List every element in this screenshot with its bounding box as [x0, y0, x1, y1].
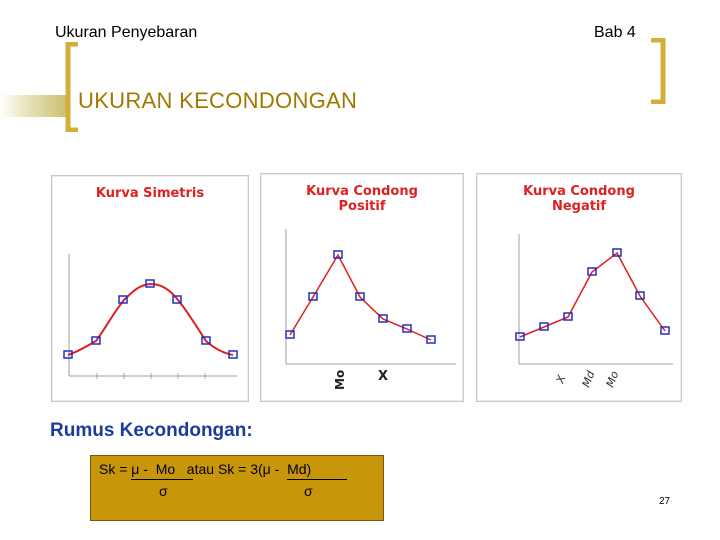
left-bracket	[62, 42, 82, 132]
symmetric-curve-panel	[51, 175, 249, 402]
fraction-bar-right	[287, 479, 347, 480]
header-chapter-number: Bab 4	[594, 24, 636, 41]
curve-line	[290, 255, 431, 340]
negative-skew-panel	[476, 173, 682, 402]
fraction-bar-left	[131, 479, 193, 480]
title-accent-bar	[0, 95, 70, 117]
formula-heading: Rumus Kecondongan:	[50, 420, 253, 441]
formula-line: Sk = μ - Mo atau Sk = 3(μ - Md)	[99, 461, 312, 477]
axis-label-mo: Mo	[603, 369, 622, 390]
data-markers	[516, 249, 669, 340]
axis-label-md: Md	[579, 369, 598, 390]
page-number: 27	[659, 496, 671, 507]
panel-title: Kurva Condong Positif	[306, 184, 418, 214]
positive-skew-plot	[261, 174, 463, 401]
right-bracket	[649, 38, 669, 104]
symmetric-curve-plot	[52, 176, 248, 401]
sigma-right: σ	[304, 483, 313, 499]
formula-box	[90, 455, 384, 521]
axis-label-mo: Mo	[333, 369, 347, 390]
axis-label-x: X	[378, 369, 389, 384]
axis-label-x: X	[553, 373, 569, 386]
panel-title: Kurva Simetris	[95, 186, 205, 201]
negative-skew-plot	[477, 174, 681, 401]
positive-skew-panel	[260, 173, 464, 402]
sigma-left: σ	[159, 483, 168, 499]
slide-title: UKURAN KECONDONGAN	[78, 88, 358, 113]
panel-title: Kurva Condong Negatif	[523, 184, 635, 214]
header-chapter-topic: Ukuran Penyebaran	[55, 24, 198, 41]
